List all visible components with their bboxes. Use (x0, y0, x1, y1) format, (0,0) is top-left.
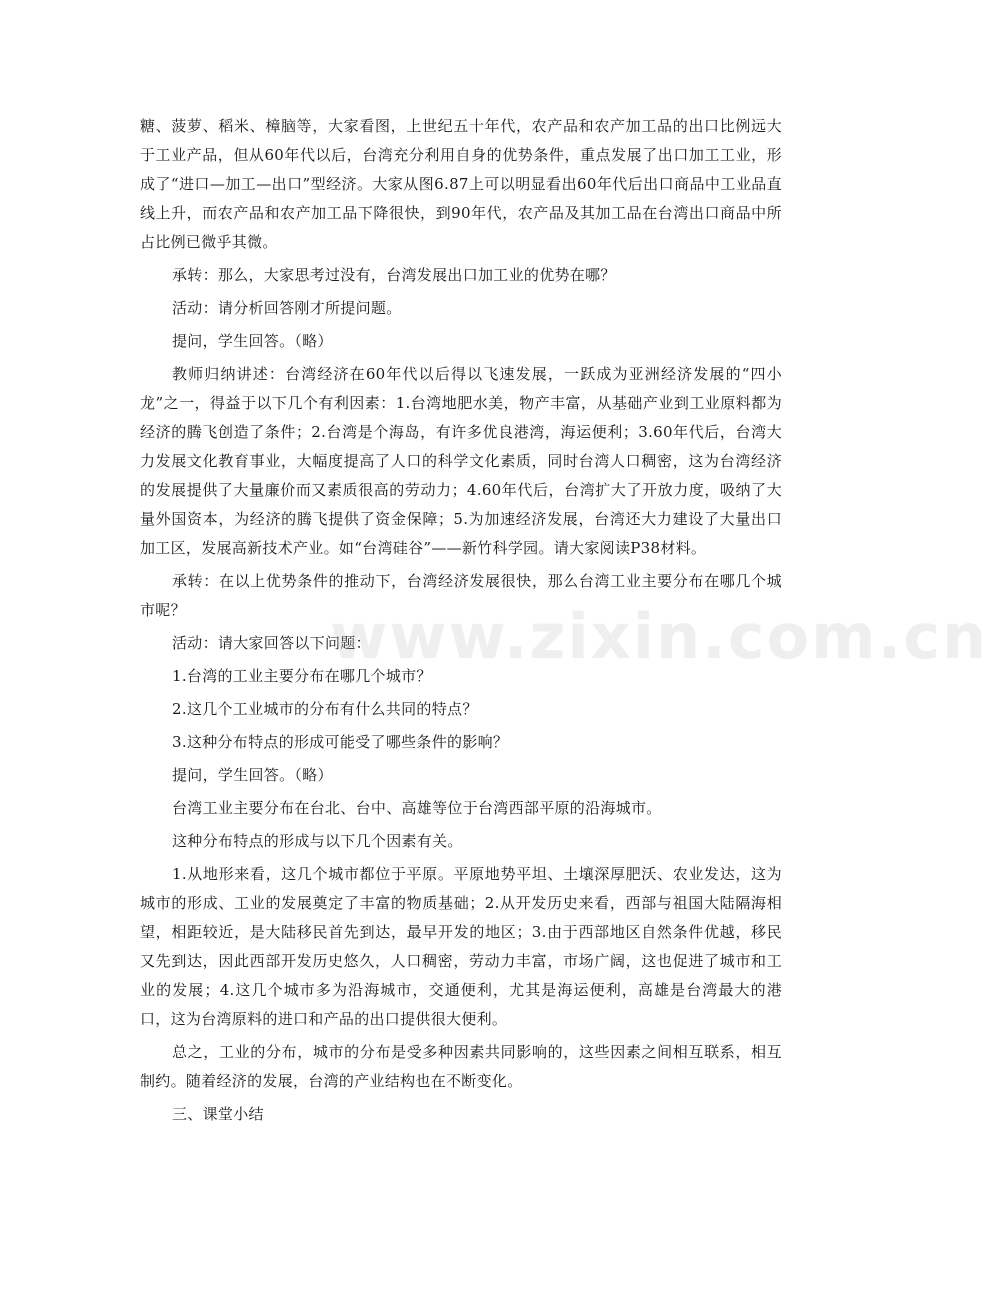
paragraph-9: 2.这几个工业城市的分布有什么共同的特点？ (172, 700, 478, 718)
paragraph-5: 教师归纳讲述：台湾经济在60年代以后得以飞速发展，一跃成为亚洲经济发展的“四小龙”之一，得益于以下几个有利因素：1.台湾地肥水美，物产丰富，从基础产业到工业原料都为经济的腾飞创造了条件；2.台湾是个海岛，有许多优良港湾，海运便利；3.60年代后，台湾大力发展文化教育事业，大幅度提高了人口的科学文化素质，同时台湾人口稠密，这为台湾经济的发展提供了大量廉价而又素质很高的劳动力；4.60年代后，台湾扩大了开放力度，吸纳了大量外国资本，为经济的腾飞提供了资金保障；5.为加速经济发展，台湾还大力建设了大量出口加工区，发展高新技术产业。如“台湾硅谷”——新竹科学园。请大家阅读P38材料。 (140, 365, 782, 557)
paragraph-14: 1.从地形来看，这几个城市都位于平原。平原地势平坦、土壤深厚肥沃、农业发达，这为城市的形成、工业的发展奠定了丰富的物质基础；2.从开发历史来看，西部与祖国大陆隔海相望，相距较近，是大陆移民首先到达，最早开发的地区；3.由于西部地区自然条件优越，移民又先到达，因此西部开发历史悠久，人口稠密，劳动力丰富，市场广阔，这也促进了城市和工业的发展；4.这几个城市多为沿海城市，交通便利，尤其是海运便利，高雄是台湾最大的港口，这为台湾原料的进口和产品的出口提供很大便利。 (140, 865, 782, 1028)
paragraph-13: 这种分布特点的形成与以下几个因素有关。 (172, 832, 463, 850)
section-heading: 三、课堂小结 (172, 1105, 264, 1123)
paragraph-3: 活动：请分析回答刚才所提问题。 (172, 299, 402, 317)
paragraph-8: 1.台湾的工业主要分布在哪几个城市？ (172, 667, 432, 685)
paragraph-2: 承转：那么，大家思考过没有，台湾发展出口加工业的优势在哪？ (172, 266, 616, 284)
paragraph-10: 3.这种分布特点的形成可能受了哪些条件的影响？ (172, 733, 509, 751)
paragraph-4: 提问，学生回答。（略） (172, 332, 333, 350)
paragraph-6: 承转：在以上优势条件的推动下，台湾经济发展很快，那么台湾工业主要分布在哪几个城市呢？ (140, 572, 782, 619)
paragraph-12: 台湾工业主要分布在台北、台中、高雄等位于台湾西部平原的沿海城市。 (172, 799, 662, 817)
paragraph-11: 提问，学生回答。（略） (172, 766, 333, 784)
document-body (140, 112, 782, 1133)
watermark: www.zixin.com.cn (330, 600, 988, 673)
paragraph-1: 糖、菠萝、稻米、樟脑等，大家看图，上世纪五十年代，农产品和农产加工品的出口比例远大于工业产品，但从60年代以后，台湾充分利用自身的优势条件，重点发展了出口加工工业，形成了“进口—加工—出口”型经济。大家从图6.87上可以明显看出60年代后出口商品中工业品直线上升，而农产品和农产加工品下降很快，到90年代，农产品及其加工品在台湾出口商品中所占比例已微乎其微。 (140, 117, 782, 251)
paragraph-7: 活动：请大家回答以下问题： (172, 634, 371, 652)
paragraph-15: 总之，工业的分布，城市的分布是受多种因素共同影响的，这些因素之间相互联系，相互制约。随着经济的发展，台湾的产业结构也在不断变化。 (140, 1043, 782, 1090)
